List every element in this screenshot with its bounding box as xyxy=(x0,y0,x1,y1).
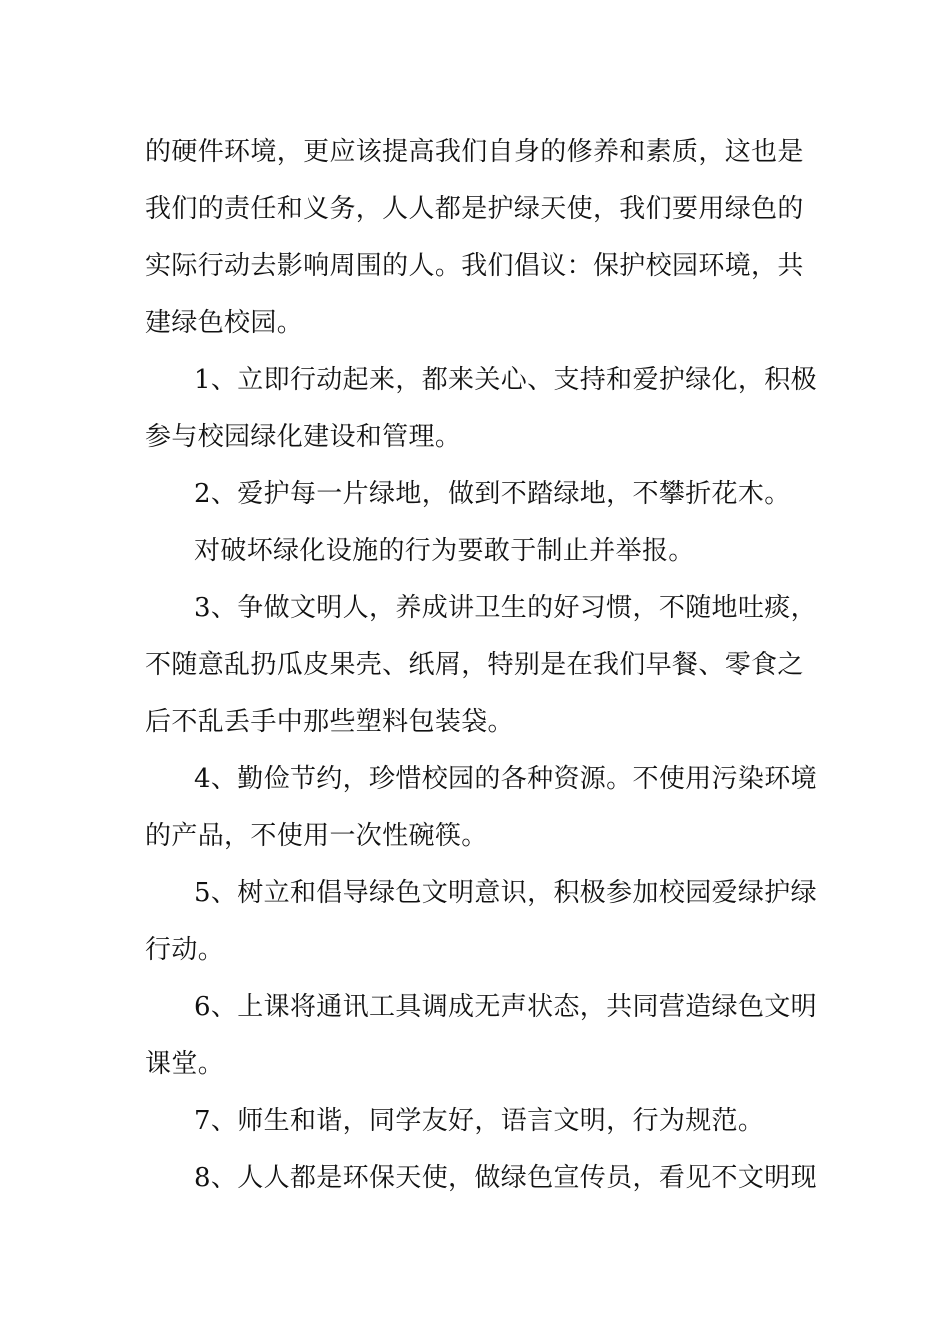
list-item-5-line-2: 行动。 xyxy=(145,935,225,965)
list-item-3-line-1: 3、争做文明人，养成讲卫生的好习惯，不随地吐痰， xyxy=(194,593,817,623)
list-item-5-line-1: 5、树立和倡导绿色文明意识，积极参加校园爱绿护绿 xyxy=(194,878,817,908)
text-line: 我们的责任和义务，人人都是护绿天使，我们要用绿色的 xyxy=(145,194,804,224)
text-line: 建绿色校园。 xyxy=(145,308,304,338)
list-item-4-line-2: 的产品，不使用一次性碗筷。 xyxy=(145,821,488,851)
list-item-6-line-1: 6、上课将通讯工具调成无声状态，共同营造绿色文明 xyxy=(194,992,817,1022)
list-item-2-line-1: 2、爱护每一片绿地，做到不踏绿地，不攀折花木。 xyxy=(194,479,791,509)
text-line: 实际行动去影响周围的人。我们倡议：保护校园环境，共 xyxy=(145,251,804,281)
list-item-3-line-2: 不随意乱扔瓜皮果壳、纸屑，特别是在我们早餐、零食之 xyxy=(145,650,804,680)
list-item-4-line-1: 4、勤俭节约，珍惜校园的各种资源。不使用污染环境 xyxy=(194,764,817,794)
list-item-2-line-2: 对破坏绿化设施的行为要敢于制止并举报。 xyxy=(194,536,695,566)
list-item-1-line-1: 1、立即行动起来，都来关心、支持和爱护绿化，积极 xyxy=(194,365,817,395)
list-item-6-line-2: 课堂。 xyxy=(145,1049,225,1079)
text-line: 的硬件环境，更应该提高我们自身的修养和素质，这也是 xyxy=(145,137,804,167)
list-item-7-line-1: 7、师生和谐，同学友好，语言文明，行为规范。 xyxy=(194,1106,765,1136)
list-item-1-line-2: 参与校园绿化建设和管理。 xyxy=(145,422,462,452)
list-item-3-line-3: 后不乱丢手中那些塑料包装袋。 xyxy=(145,707,514,737)
list-item-8-line-1: 8、人人都是环保天使，做绿色宣传员，看见不文明现 xyxy=(194,1163,817,1193)
